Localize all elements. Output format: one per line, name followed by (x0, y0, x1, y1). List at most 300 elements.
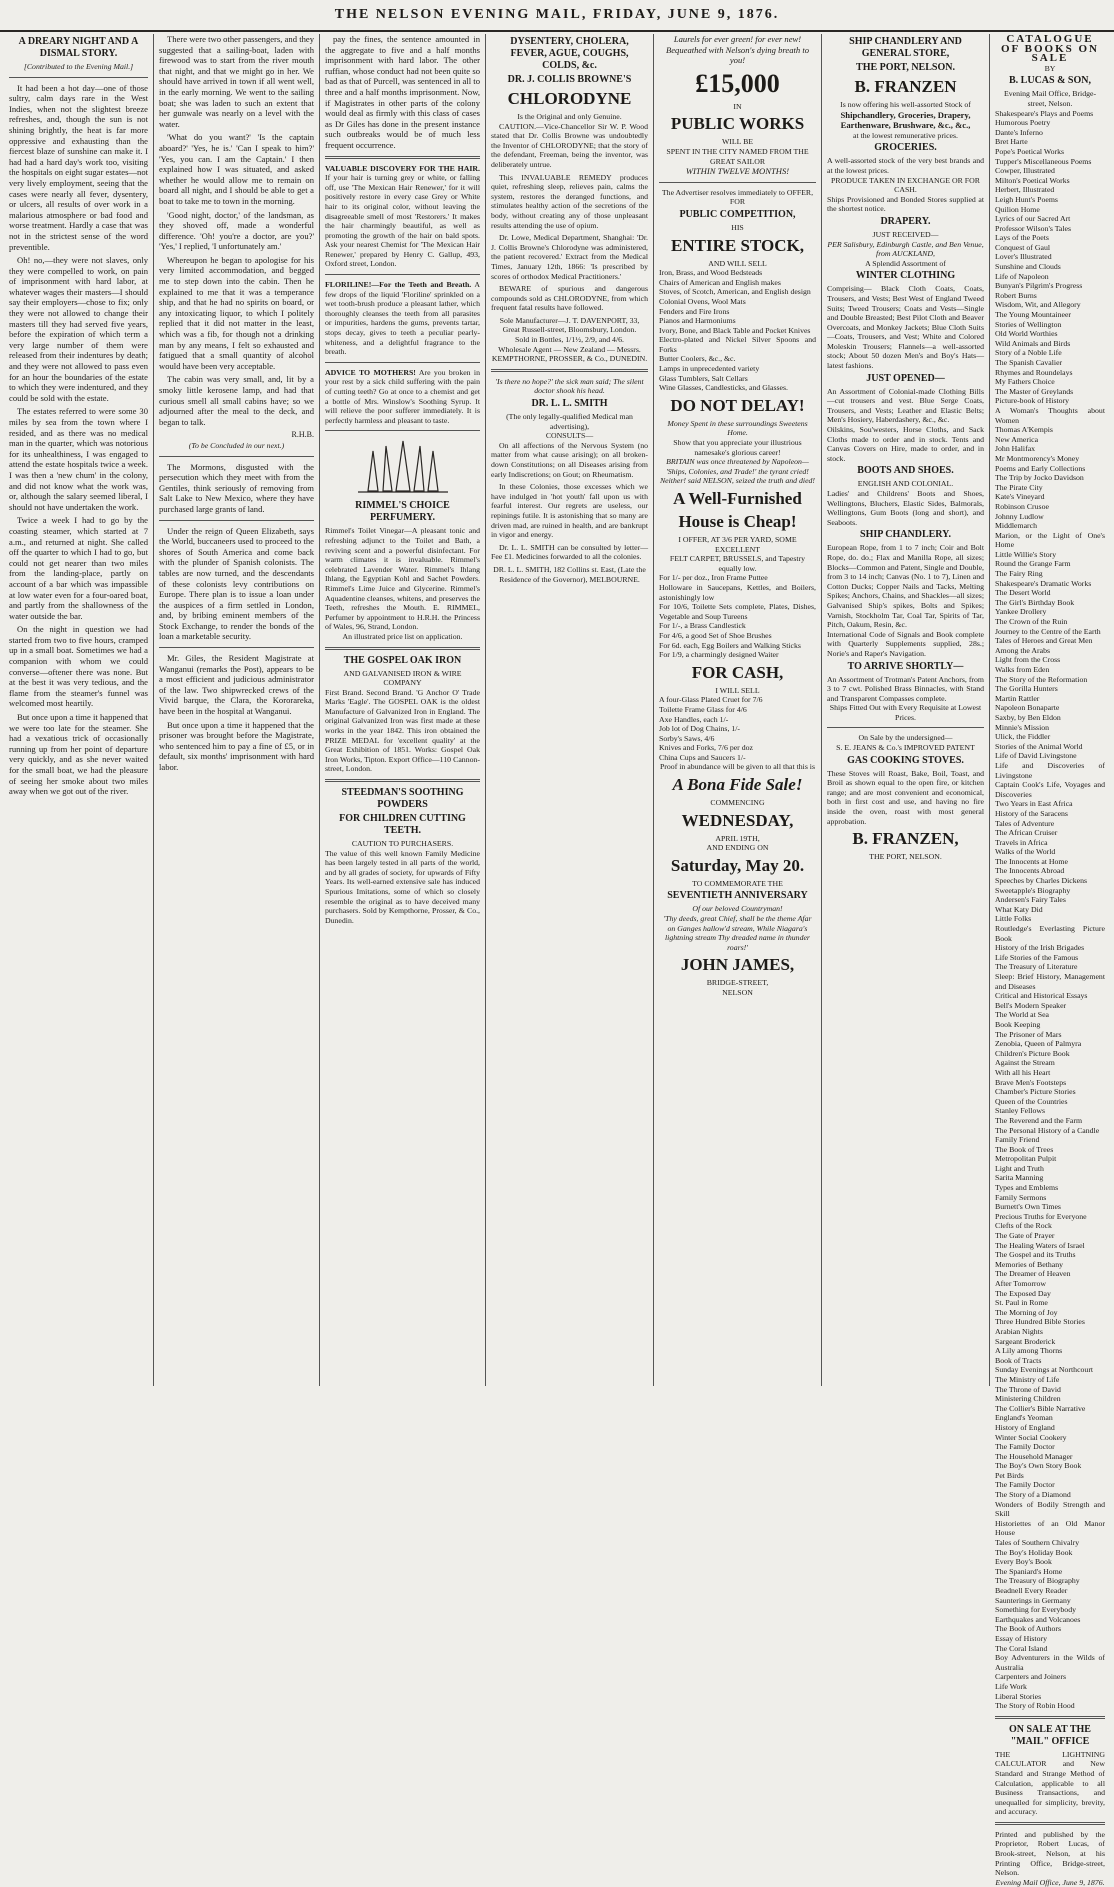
catalogue-subtitle: OF BOOKS ON SALE (1001, 42, 1099, 65)
book-list-item: Sarita Manning (995, 1173, 1044, 1183)
list-item: For 1/9, a charmingly designed Waiter (659, 650, 779, 660)
ad-heading: RIMMEL'S CHOICE PERFUMERY. (355, 500, 450, 524)
book-list-item: The Dreamer of Heaven (995, 1269, 1071, 1279)
story-signoff: R.H.B. (291, 430, 314, 440)
book-list-item: Picture-book of History (995, 396, 1070, 406)
book-list-item: A Woman's Thoughts about Women (995, 405, 1105, 425)
catalogue-seller: B. LUCAS & SON, (1009, 75, 1091, 87)
book-list-item: Kate's Vineyard (995, 492, 1045, 502)
book-list-item: The Boy's Own Story Book (995, 1461, 1082, 1471)
book-list-item: Quilion Home (995, 204, 1040, 214)
book-list-item: Sleep: Brief History, Management and Diseases (995, 972, 1105, 991)
book-list-item: Lays of the Poets (995, 233, 1049, 243)
book-list-item: Shakespeare's Dramatic Works (995, 578, 1092, 588)
ad-text: Sold in Bottles, 1/1½, 2/9, and 4/6. (515, 335, 624, 345)
list-item: Lamps in unprecedented variety (659, 364, 760, 374)
ad-text: THE PORT, NELSON. (869, 852, 942, 862)
book-list-item: Carpenters and Joiners (995, 1672, 1067, 1682)
book-list-item: Yankee Drollery (995, 607, 1047, 617)
book-list-item: The Treasury of Literature (995, 962, 1078, 972)
book-list-item: The Girl's Birthday Book (995, 597, 1075, 607)
ad-text: BRITAIN was once threatened by Napoleon— 'Ships, Colonies, and Trade!' the tyrant cried! Neither! said NELSON, seized the truth and died! (659, 457, 816, 486)
story-credit: [Contributed to the Evening Mail.] (23, 62, 134, 71)
ad-text: This INVALUABLE REMEDY produces quiet, refreshing sleep, relieves pain, calms the system, restores the deranged functions, and stimulates healthy action of the secretions of the body, without creating any of those unpleasant results attending the use of opium. (491, 172, 648, 230)
ad-text: Money Spent in these surroundings Sweetens Home. (667, 418, 808, 438)
book-list-item: John Halifax (995, 444, 1036, 454)
ad-text: I WILL SELL (715, 685, 760, 695)
book-list-item: The Family Doctor (995, 1480, 1055, 1490)
book-list-item: A Lily among Thorns (995, 1346, 1063, 1356)
book-list-item: The Spanish Cavalier (995, 358, 1063, 367)
ad-poem: Laurels for ever green! for ever new! Bequeathed with Nelson's dying breath to you! (665, 34, 810, 66)
book-list-item: The Gospel and its Truths (995, 1250, 1076, 1260)
ad-note: Is the Original and only Genuine. (517, 112, 622, 121)
book-list-item: The Fairy Ring (995, 569, 1043, 579)
book-list-item: Marion, or the Light of One's Home (995, 530, 1105, 550)
book-list-item: The Desert World (995, 588, 1051, 598)
book-list-item: Brave Men's Footsteps (995, 1077, 1067, 1087)
book-list-item: Cowper, Illustrated (995, 166, 1055, 176)
ad-text: Dr. L. L. SMITH can be consulted by letter—Fee £1. Medicines forwarded to all the colonies. (491, 542, 648, 562)
imprint-date: Evening Mail Office, June 9, 1876. (995, 1877, 1105, 1887)
ad-title: House is Cheap! (678, 512, 797, 531)
book-list-item: Stanley Fellows (995, 1106, 1046, 1116)
book-list-item: Life Work (995, 1681, 1027, 1691)
news-paragraph: Under the reign of Queen Elizabeth, says the World, buccaneers used to proceed to the shores of South America and come back with the plunder of Spanish colonists. The tables are now turned, and the descendants of these colonists levy contributions on Europe. There plan is to issue a loan under the auspices of a firm settled in London, and, by bribing eminent members of the Stock Exchange, to render the bonds of the loan a marketable security. (159, 525, 314, 642)
newspaper-page (4, 33, 1110, 1887)
book-list-item: The World at Sea (995, 1010, 1050, 1020)
news-paragraph: pay the fines, the sentence amounted in the aggregate to five and a half months imprisonment with hard labor. The other ruffian, whose conduct had not been quite so bad as that of Purcell, was sentenced in all to three and a half months imprisonment. Now, if Magistrates in other parts of the colony would deal as firmly with this class of cases as Dr Giles has done in the present instance such outbreaks would be of much less frequent occurrence. (325, 34, 480, 150)
book-list-item: Earthquakes and Volcanoes (995, 1614, 1081, 1624)
book-list-item: History of England (995, 1422, 1055, 1432)
ad-verse: 'Thy deeds, great Chief, shall be the theme Afar on Ganges hallow'd stream, While Niagara's lightning stream Thy dreaded name in thunder roars!' (663, 914, 812, 952)
story-paragraph: There were two other passengers, and they suggested that a sailing-boat, laden with firewood was to start from the river mouth that night, and that we might go in her. We should have arrived in town if all went well, in the early morning. We went to the sailing boat; she was laden to such an extent that her gunwale was nearly on a level with the water. (159, 34, 314, 129)
divider (827, 727, 984, 728)
book-list-item: Wonders of Bodily Strength and Skill (995, 1499, 1105, 1519)
list-item: China Cups and Saucers 1/- (659, 752, 746, 762)
book-list-item: Sunshine and Clouds (995, 262, 1061, 272)
book-list-item: Lyrics of our Sacred Art (995, 214, 1071, 224)
book-list-item: My Fathers Choice (995, 377, 1055, 387)
ad-quote: 'Is there no hope?' the sick man said; The silent doctor shook his head. (495, 376, 644, 396)
book-list-item: Sweetapple's Biography (995, 885, 1071, 895)
book-list-item: History of the Saracens (995, 808, 1068, 818)
list-item: Stoves, of Scotch, American, and English design (659, 287, 811, 297)
list-item: Axe Handles, each 1/- (659, 714, 729, 724)
ad-text: An Assortment of Colonial-made Clothing Bills—cut trousers and vest. Blue Serge Coats, Trousers, and Vests; Leather and Elastic Belts; Men's Hosiery, Haberdashery, &c., &c. (827, 386, 984, 425)
ad-heading: THE PORT, NELSON. (856, 62, 955, 73)
ad-caution: CAUTION TO PURCHASERS. (351, 839, 454, 849)
book-list-item: Against the Stream (995, 1058, 1055, 1068)
divider (159, 647, 314, 648)
ad-text: FELT CARPET, BRUSSELS, and Tapestry equally low. (669, 554, 806, 573)
book-list-item: Captain Cook's Life, Voyages and Discoveries (995, 780, 1105, 799)
ad-text: S. E. JEANS & Co.'s IMPROVED PATENT (836, 743, 975, 753)
book-list-item: The Gate of Prayer (995, 1231, 1055, 1241)
ad-title: PUBLIC WORKS (670, 114, 805, 134)
perfume-bottles-illustration (348, 436, 458, 496)
book-list-item: Critical and Historical Essays (995, 991, 1088, 1001)
book-list-item: Robinson Crusoe (995, 501, 1049, 511)
ad-heading: VALUABLE DISCOVERY FOR THE HAIR. (325, 163, 480, 173)
book-list-item: Walks from Eden (995, 665, 1050, 674)
ad-text: A well-assorted stock of the very best brands and at the lowest prices. (827, 156, 984, 175)
book-list-item: Wild Animals and Birds (995, 338, 1071, 348)
book-list-item: Poems and Early Collections (995, 463, 1086, 473)
ad-text: If your hair is turning grey or white, or falling off, use 'The Mexican Hair Renewer,' for it will positively restore in every case Grey or White hair to its original color, without leaving the disagreeable smell of most 'Restorers.' It makes the hair charmingly beautiful, as well as promoting the growth of the hair on bald spots. Ask your nearest Chemist for 'The Mexican Hair Renewer,' prepared by Henry C. Gallup, 493, Oxford street, London. (325, 173, 480, 269)
book-list-item: Clefts of the Rock (995, 1221, 1052, 1231)
ad-text: Shipchandlery, Groceries, Drapery, Earthenware, Brushware, &c., &c., (840, 109, 971, 131)
ad-title: DO NOT DELAY! (670, 395, 805, 415)
column-advertisements (320, 34, 486, 1386)
ad-heading: BOOTS AND SHOES. (857, 465, 954, 477)
book-list-item: Ministering Children (995, 1394, 1061, 1404)
stock-list (659, 268, 816, 393)
book-list-item: The Healing Waters of Israel (995, 1240, 1085, 1250)
book-list-item: Conquest of Gaul (995, 242, 1051, 252)
book-list-item: Story of a Noble Life (995, 348, 1062, 358)
ad-text: JUST RECEIVED— (872, 229, 939, 239)
ad-text: IN (733, 101, 742, 111)
ad-text: WILL BE (721, 137, 754, 147)
book-list-item: The Personal History of a Candle (995, 1125, 1100, 1135)
ad-text: In these Colonies, those excesses which we have indulged in 'hot youth' fall upon us with fearful interest. Our regrets are useless, our repinings futile. It is astonishing that so many are driven mad, are ruined in health, and are bankrupt in vigor and energy. (491, 482, 648, 540)
book-list-item: Speeches by Charles Dickens (995, 876, 1088, 886)
book-list-item: Pet Birds (995, 1470, 1024, 1480)
ad-text: BEWARE of spurious and dangerous compounds sold as CHLORODYNE, from which frequent fatal results have followed. (491, 284, 648, 313)
book-list-item: Metropolitan Pulpit (995, 1154, 1057, 1164)
ad-text: at the lowest remunerative prices. (853, 130, 958, 140)
list-item: For 1/- per doz., Iron Frame Puttee (659, 573, 768, 583)
news-paragraph: But once upon a time it happened that the prisoner was brought before the Magistrate, who sentenced him to pay a fine of £5, or in default, six months' imprisonment with hard labor. (159, 719, 314, 772)
ad-amount: £15,000 (695, 68, 780, 98)
book-list-item: Tupper's Miscellaneous Poems (995, 156, 1092, 166)
ad-heading: GAS COOKING STOVES. (847, 754, 964, 766)
ad-heading: GROCERIES. (874, 142, 937, 154)
book-list-item: Martin Rattler (995, 693, 1040, 703)
ad-text: Is now offering his well-assorted Stock of (840, 100, 971, 109)
book-list-item: The Boy's Holiday Book (995, 1547, 1073, 1557)
book-list-item: Life and Discoveries of Livingstone (995, 760, 1105, 780)
book-list-item: Sunday Evenings at Northcourt (995, 1365, 1094, 1375)
book-list-item: The Collier's Bible Narrative (995, 1403, 1086, 1413)
ad-subheading: ENGLISH AND COLONIAL. (857, 479, 954, 489)
ad-text: The Advertiser resolves immediately to OFFER, FOR (661, 187, 814, 207)
list-item: Fenders and Fire Irons (659, 306, 730, 316)
book-list-item: Robert Burns (995, 290, 1037, 300)
list-item: Knives and Forks, 7/6 per doz (659, 743, 753, 753)
list-item: Electro-plated and Nickel Silver Spoons and Forks (659, 335, 816, 354)
ad-text: Proof in abundance will be given to all that this is (659, 762, 816, 772)
book-list-item: Old World Worthies (995, 329, 1058, 339)
book-list-item: The Exposed Day (995, 1288, 1051, 1298)
ad-text: A Splendid Assortment of (865, 258, 946, 268)
news-paragraph: Mr. Giles, the Resident Magistrate at Wanganui (remarks the Post), appears to be a most efficient and judicious administrator of the law. Two shipwrecked crews of the Vivid barque, the Clara, the Kororareka, have been in the hospital at Wanganui. (159, 653, 314, 717)
book-list-item: The Innocents Abroad (995, 866, 1065, 876)
book-list-item: After Tomorrow (995, 1279, 1047, 1288)
stock-list (659, 573, 816, 659)
ad-text: An Assortment of Trotman's Patent Anchors, from 3 to 7 cwt. Polished Brass Binnacles, with Stand and Transparent Compasses complete. (827, 674, 984, 703)
book-list-item: Life of David Livingstone (995, 751, 1077, 761)
book-list-item: Middlemarch (995, 521, 1038, 531)
ad-text: Dr. Lowe, Medical Department, Shanghai: 'Dr. J. Collis Browne's Chlorodyne was administered, the patient recovered.' Extract from the Medical Times, January 12th, 1866: 'Is prescribed by scores of orthodox Medical Practitioners.' (491, 233, 648, 281)
book-list-item: Round the Grange Farm (995, 559, 1071, 569)
ad-heading: JUST OPENED— (866, 372, 945, 384)
divider (659, 182, 816, 183)
ad-title: B. FRANZEN (854, 77, 957, 96)
book-list-item: Saxby, by Ben Eldon (995, 712, 1061, 722)
ad-title: A Bona Fide Sale! (672, 775, 803, 795)
book-list-item: England's Yeoman (995, 1413, 1053, 1423)
story-paragraph: 'Good night, doctor,' of the landsman, as they shoved off, made a wonderful difference. 'Oh! you're a doctor, are you?' 'Yes,' I replied, 'I unfortunately am.' (159, 209, 314, 252)
book-list-item: The Gorilla Hunters (995, 684, 1058, 694)
book-list-item: Pope's Poetical Works (995, 146, 1065, 156)
story-paragraph: Oh! no,—they were not slaves, only they were compelled to work, on pain of imprisonment with hard labor, at whatever wages their masters—I should say their employers—chose to fix; only they were not allowed to change their masters till they had served five years, before the expiration of which term a very large number of them were released from their indentures by death; and they were not allowed to pass even for an hour the boundaries of the estate to which they were indentured, and they could be sold with the estate. (9, 255, 148, 403)
divider (995, 1716, 1105, 1719)
ad-text: TO COMMEMORATE THE (692, 878, 783, 888)
news-paragraph: The Mormons, disgusted with the persecution which they meet with from the Gentiles, think seriously of removing from Salt Lake to New Mexico, where they have purchased large grants of land. (159, 461, 314, 514)
ad-title: CHLORODYNE (507, 89, 632, 108)
ad-heading: THE GOSPEL OAK IRON (343, 654, 462, 666)
book-list-item: Essay of History (995, 1633, 1047, 1643)
book-list-item: Walks of the World (995, 847, 1056, 857)
ad-text: I OFFER, AT 3/6 PER YARD, SOME EXCELLENT (678, 535, 797, 554)
book-list-item: Every Boy's Book (995, 1557, 1052, 1567)
ad-text: Ships Provisioned and Bonded Stores supplied at the shortest notice. (827, 194, 984, 214)
book-list-item: Napoleon Bonaparte (995, 703, 1060, 713)
ad-text: An illustrated price list on application. (342, 631, 463, 641)
ad-text: International Code of Signals and Book complete with Quarterly Supplements supplied, 28s.; Norie's and Raper's Navigation. (827, 629, 984, 658)
ad-heading: DR. J. COLLIS BROWNE'S (507, 74, 632, 85)
ad-subheading: AND GALVANISED IRON & WIRE COMPANY (343, 668, 462, 688)
book-list-item: Dante's Inferno (995, 127, 1043, 137)
ad-title: WEDNESDAY, (681, 810, 794, 830)
list-item: For 6d. each, Egg Boilers and Walking Sticks (659, 640, 801, 650)
column-franzen-ad (822, 34, 990, 1386)
book-list-item: Burnett's Own Times (995, 1202, 1061, 1212)
ad-text: Sole Manufacturer—J. T. DAVENPORT, 33, Great Russell-street, Bloomsbury, London. (499, 315, 640, 335)
divider (325, 362, 480, 363)
story-paragraph: Whereupon he began to apologise for his very limited accommodation, and begged me to step down into the cabin. Then he explained to me that it was a temperance ship, and that he had no spirits on board, or any intoxicating liquor, to which I politely replied that it did not matter in the least, which was a fib, for though not a drinking man by any means, I felt so exhausted and fatigued that a small quantity of alcohol would have been very acceptable. (159, 254, 314, 371)
book-list-item: Little Willie's Story (995, 549, 1057, 559)
book-list-item: The Crown of the Ruin (995, 617, 1068, 627)
book-list-item: Milton's Poetical Works (995, 175, 1070, 185)
book-list-item: The Throne of David (995, 1384, 1061, 1394)
book-list-item: The Book of Authors (995, 1624, 1062, 1634)
book-list-item: Among the Arabs (995, 645, 1051, 655)
ad-text: First Brand. Second Brand. 'G Anchor O' Trade Marks 'Eagle'. The GOSPEL OAK is the oldest Manufacture of Galvanized Iron in England. The original Galvanized Iron was first made at these works in the year 1842. This iron obtained the PRIZE MEDAL for 'excellent quality' at the Great Exhibition of 1851. Works: Gospel Oak Iron Works, Tipton. Export Office—110 Cannon-street, London. (325, 687, 480, 774)
list-item: Holloware in Saucepans, Kettles, and Boilers, astonishingly low (659, 582, 816, 602)
book-list-item: The Young Mountaineer (995, 310, 1072, 320)
book-list-item: Beadnell Every Reader (995, 1586, 1068, 1595)
list-item: For 4/6, a good Set of Shoe Brushes (659, 630, 772, 640)
book-list-item: Routledge's Everlasting Picture Book (995, 924, 1105, 943)
ad-text: APRIL 19TH, (715, 833, 760, 843)
story-paragraph: It had been a hot day—one of those sultry, calm days rare in the West Indies, when not the slightest breeze refreshes, and, though the sun is not shining brightly, the heat is far more oppressive and exhausting than the fiercest blaze of sunshine can make it. I had had a hard day's work too, visiting the hospitals on eight sugar estates—not very lively employment, seeing that the cases were nearly all fever, dysentery, or ulcers, all results of over work in a malarious atmosphere or bad food and worse treatment. Hardly a case that was not in the strictest sense of the word preventible. (9, 82, 148, 252)
divider (9, 77, 148, 78)
book-list-item: Bell's Modern Speaker (995, 1000, 1067, 1010)
column-book-catalogue (990, 33, 1110, 1887)
book-list-item: The African Cruiser (995, 828, 1058, 838)
ad-text: European Rope, from 1 to 7 inch; Coir and Bolt Rope, do. do.; Flax and Manilla Rope, all sizes; Blocks—Common and Patent, Single and Double, from 3 to 14 inch; Canvas (No. 1 to 7), Linen and Cotton Ducks; Copper Nails and Tacks, Melting Spikes; Anchors, Chains, and Shackles—all sizes; Galvanised Ship's spikes, Bolts and Spikes; Varnish, Stockholm Tar, Coal Tar, Spirits of Tar, Pitch, Oakum, Resin, &c. (827, 543, 985, 630)
book-list-item: Boy Adventurers in the Wilds of Australia (995, 1653, 1105, 1672)
ad-heading: DYSENTERY, CHOLERA, FEVER, AGUE, COUGHS, COLDS, &c. (510, 36, 629, 71)
book-list-item: Stories of the Animal World (995, 741, 1083, 751)
book-list-item: Book Keeping (995, 1019, 1041, 1029)
divider (491, 369, 648, 372)
book-list-item: Bunyan's Pilgrim's Progress (995, 281, 1083, 291)
ad-text: Are you broken in your rest by a sick child suffering with the pain of cutting teeth? Go at once to a chemist and get a bottle of Mrs. Winslow's Soothing Syrup. It will relieve the poor sufferer immediately. It is perfectly harmless and pleasant to taste. (325, 367, 481, 425)
ad-text: PRODUCE TAKEN IN EXCHANGE OR FOR CASH. (831, 175, 980, 195)
column-story-continued (154, 34, 320, 1386)
book-list-item: Something for Everybody (995, 1605, 1076, 1615)
book-list-item: Minnie's Mission (995, 722, 1050, 732)
divider (995, 1822, 1105, 1825)
ad-text: On all affections of the Nervous System (no matter from what cause arising); on all broken-down Constitutions; on all Diseases arising from early Indiscretions; on Gout; on Rheumatism. (491, 440, 648, 479)
book-list-item: With all his Heart (995, 1067, 1051, 1077)
divider (325, 430, 480, 431)
column-story (4, 34, 154, 1386)
ad-text: THE LIGHTNING CALCULATOR and New Standard and Strange Method of Calculation, applicable to all Business Transactions, and unequalled for simplicity, brevity, and accuracy. (995, 1749, 1105, 1817)
ad-heading: ADVICE TO MOTHERS! (325, 367, 416, 377)
list-item: Pianos and Harmoniums (659, 316, 736, 326)
ad-text: BRIDGE-STREET, (706, 978, 769, 988)
catalogue-by: BY (1044, 63, 1056, 73)
book-list-item: Shakespeare's Plays and Poems (995, 108, 1094, 118)
book-list-item: Thomas A'Kempis (995, 425, 1053, 435)
list-item: A four-Glass Plated Cruet for 7/6 (659, 695, 763, 705)
book-list-item: Mr Montmorency's Money (995, 453, 1080, 463)
ad-text: The value of this well known Family Medicine has been largely tested in all parts of the world, and by all grades of society, for upwards of Fifty Years. Its well-earned extensive sale has induced Spurious Imitations, some of which so closely resemble the original as to have deceived many purchasers. Sold by Kempthorne, Prosser, & Co., Dunedin. (325, 848, 480, 925)
book-list-item: Tales of Heroes and Great Men (995, 636, 1093, 646)
list-item: For 10/6, Toilette Sets complete, Plates, Dishes, Vegetable and Soup Tureens (659, 602, 816, 621)
book-list-item: The Master of Greylands (995, 386, 1074, 396)
ad-heading: TO ARRIVE SHORTLY— (847, 660, 964, 672)
divider (159, 456, 314, 457)
stock-list (659, 695, 816, 762)
book-list-item: Three Hundred Bible Stories (995, 1317, 1085, 1327)
imprint: Printed and published by the Proprietor, Robert Lucas, of Brook-street, Nelson, at his Printing Office, Bridge-street, Nelson. (995, 1829, 1105, 1878)
list-item: Butter Coolers, &c., &c. (659, 354, 736, 364)
ad-address: DR. L. L. SMITH, 182 Collins st. East, (Late the Residence of the Governor), MELBOURNE. (493, 564, 646, 584)
list-item: Sorby's Saws, 4/6 (659, 733, 715, 743)
book-list-item: Historiettes of an Old Manor House (995, 1518, 1105, 1538)
catalogue-title: CATALOGUE (1006, 33, 1094, 45)
column-medical-ads (486, 34, 654, 1386)
book-list (995, 109, 1105, 1711)
book-list-item: The Coral Island (995, 1643, 1048, 1653)
book-list-item: Travels in Africa (995, 837, 1048, 847)
book-list-item: Precious Truths for Everyone (995, 1211, 1087, 1221)
ad-text: HIS (731, 222, 744, 232)
ad-title: A Well-Furnished (673, 489, 802, 508)
book-list-item: The Spaniard's Home (995, 1566, 1063, 1576)
book-list-item: Stories of Wellington (995, 319, 1062, 329)
list-item: Iron, Brass, and Wood Bedsteads (659, 268, 763, 278)
ad-heading: ON SALE AT THE "MAIL" OFFICE (1009, 1723, 1091, 1747)
book-list-item: Chamber's Picture Stories (995, 1087, 1076, 1097)
ad-text: AND WILL SELL (708, 258, 767, 268)
ad-text: A few drops of the liquid 'Floriline' sprinkled on a wet tooth-brush produce a pleasant lather, which thoroughly cleanses the teeth from all parasites or impurities, hardens the gums, prevents tartar, stops decay, gives to teeth a peculiar pearly-whiteness, and a delightful fragrance to the breath. (325, 280, 480, 357)
book-list-item: Light from the Cross (995, 655, 1061, 665)
book-list-item: Children's Picture Book (995, 1048, 1070, 1058)
ad-heading: WINTER CLOTHING (855, 270, 956, 282)
ad-subheading: (The only legally-qualified Medical man advertising), (506, 412, 633, 431)
book-list-item: Little Folks (995, 914, 1032, 924)
divider (325, 647, 480, 650)
ad-text: WITHIN TWELVE MONTHS! (685, 166, 790, 177)
book-list-item: Tales of Adventure (995, 818, 1055, 828)
book-list-item: Tales of Southern Chivalry (995, 1538, 1080, 1548)
ad-title: FOR CASH, (691, 662, 784, 682)
divider (159, 520, 314, 521)
book-list-item: The Story of Robin Hood (995, 1701, 1075, 1711)
masthead: THE NELSON EVENING MAIL, FRIDAY, JUNE 9, 1876. (0, 0, 1114, 32)
ad-title: JOHN JAMES, (680, 955, 795, 975)
list-item: Wine Glasses, Candlesticks, and Glasses. (659, 383, 788, 393)
book-list-item: Life of Napoleon (995, 271, 1049, 281)
list-item: Chairs of American and English makes (659, 277, 781, 287)
book-list-item: Types and Emblems (995, 1183, 1059, 1193)
divider (325, 779, 480, 782)
book-list-item: Sargeant Broderick (995, 1336, 1056, 1346)
ad-title: B. FRANZEN, (852, 829, 959, 849)
ad-text: NELSON (722, 988, 753, 997)
book-list-item: Bret Harte (995, 137, 1028, 147)
book-list-item: What Katy Did (995, 904, 1043, 914)
book-list-item: Family Sermons (995, 1192, 1047, 1202)
ad-heading: STEEDMAN'S SOOTHING POWDERS (341, 787, 464, 811)
list-item: Glass Tumblers, Salt Cellars (659, 373, 748, 383)
book-list-item: Lover's Illustrated (995, 252, 1052, 262)
story-heading: A DREARY NIGHT AND A DISMAL STORY. (18, 36, 139, 59)
book-list-item: Humorous Poetry (995, 118, 1051, 128)
story-paragraph: On the night in question we had started from two to five hours, cramped up in a small boat. Sometimes we had a companion with whom we could converse—oftener there was none. But at the best it was very tedious, and the flame from the steamer's funnel was welcomed most heartily. (9, 624, 148, 709)
book-list-item: Liberal Stories (995, 1691, 1042, 1701)
book-list-item: The Story of the Reformation (995, 674, 1088, 684)
book-list-item: The Household Manager (995, 1451, 1073, 1461)
ad-heading: DRAPERY. (880, 215, 931, 227)
book-list-item: Rhymes and Roundelays (995, 367, 1073, 377)
story-paragraph: 'What do you want?' 'Is the captain aboard?' 'Yes, he is.' 'Can I speak to him?' 'Yes, you can. I am the Captain.' I then explained how I was situated, and asked whether he would allow me to remain on board all night, and I should be able to get a boat to take me to town in the morning. (159, 132, 314, 206)
book-list-item: Journey to the Centre of the Earth (995, 626, 1101, 636)
book-list-item: New America (995, 434, 1039, 444)
book-list-item: St. Paul in Rome (995, 1298, 1048, 1308)
list-item: Job lot of Dog Chains, 1/- (659, 724, 740, 734)
ad-text: Ships Fitted Out with Every Requisite at Lowest Prices. (829, 703, 982, 722)
book-list-item: Arabian Nights (995, 1326, 1043, 1336)
book-list-item: Professor Wilson's Tales (995, 223, 1072, 233)
book-list-item: The Story of a Diamond (995, 1490, 1071, 1500)
book-list-item: The Family Doctor (995, 1442, 1055, 1452)
story-paragraph: The estates referred to were some 30 miles by sea from the town where I resided, and as there was no medical man in the quarter, which was notorious for its unhealthiness, I was engaged to attend the estate hospitals twice a week. I was then a 'new chum' in the colony, and did not know what the work was, or, although the salary seemed liberal, I should not have undertaken the work. (9, 406, 148, 512)
ad-text: SPENT IN THE CITY NAMED FROM THE GREAT SAILOR (666, 146, 809, 166)
ad-heading: DR. L. L. SMITH (531, 398, 608, 410)
book-list-item: Herbert, Illustrated (995, 185, 1055, 195)
book-list-item: The Reverend and the Farm (995, 1115, 1083, 1125)
book-list-item: Ulick, the Fiddler (995, 732, 1051, 742)
ad-subheading: FOR CHILDREN CUTTING TEETH. (339, 813, 466, 837)
catalogue-office: Evening Mail Office, Bridge-street, Nelson. (1003, 89, 1097, 108)
book-list-item: Wisdom, Wit, and Allegory (995, 300, 1081, 310)
book-list-item: The Innocents at Home (995, 856, 1068, 866)
list-item: Ivory, Bone, and Black Table and Pocket Knives (659, 325, 811, 335)
ad-text: Oilskins, Sou'westers, Horse Cloths, and Sack Cloths made to order and in stock. Tents and Canvas Covers on Hire, made to order, and in stock. (827, 425, 984, 463)
ad-heading: SHIP CHANDLERY AND GENERAL STORE, (849, 36, 962, 59)
story-continued-note: (To be Concluded in our next.) (188, 440, 285, 450)
book-list-item: Two Years in East Africa (995, 799, 1073, 809)
book-list-item: Johnny Ludlow (995, 511, 1044, 521)
